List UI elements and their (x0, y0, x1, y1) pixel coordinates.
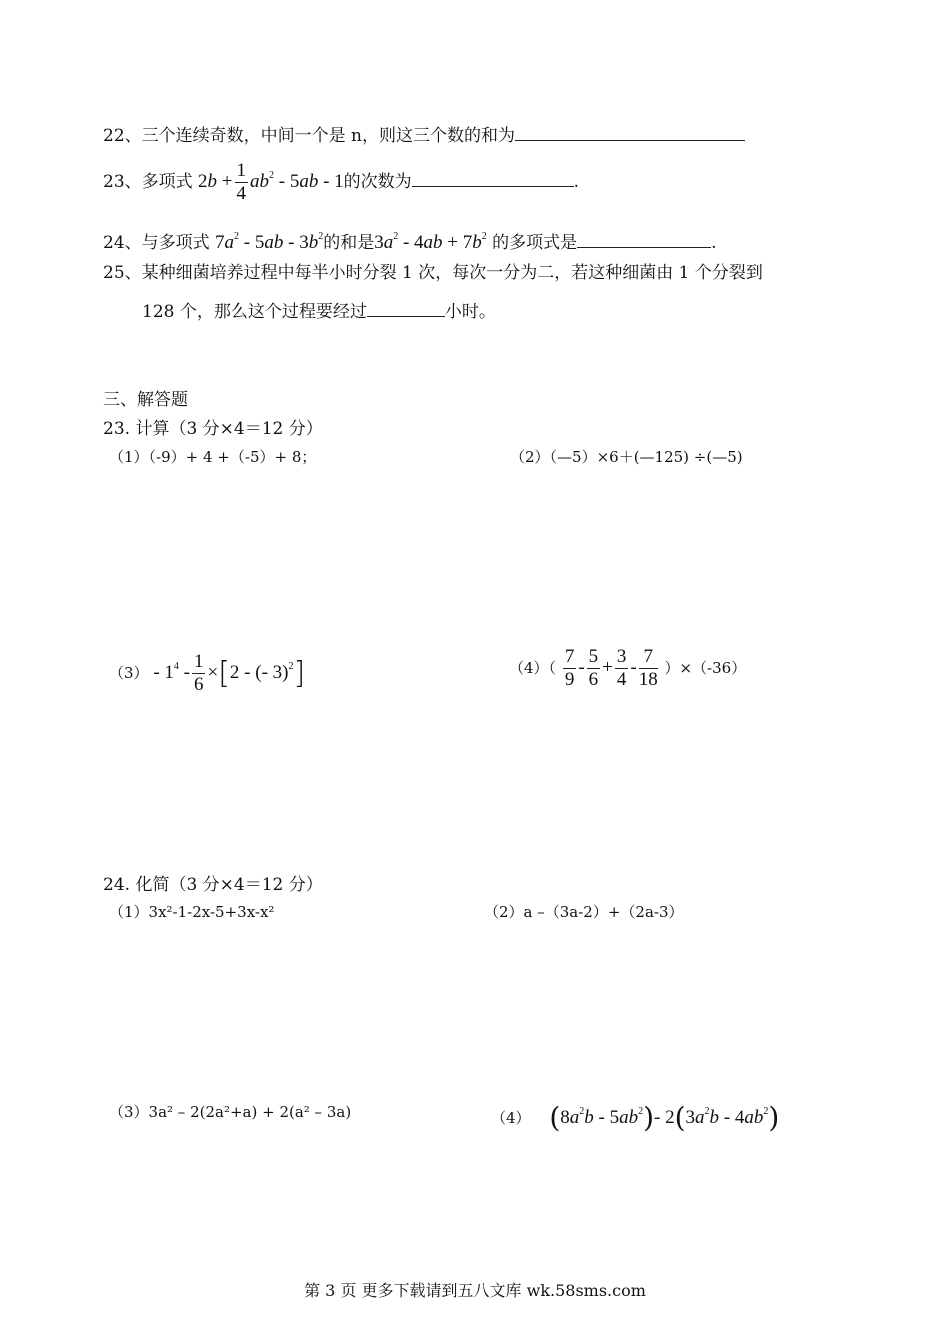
answer-blank (515, 122, 745, 141)
item-3-label: （3） (109, 663, 149, 682)
problem-23-item-1: （1）（-9）+ 4 +（-5）+ 8； (109, 448, 317, 466)
question-23-end: . (573, 171, 580, 192)
polynomial-1: $7a^2 - 5ab - 3b^2$ (215, 231, 324, 253)
question-24-suffix: 的多项式是 (492, 233, 578, 253)
fraction-3-4: $\frac{3}{4}$ (616, 646, 627, 690)
question-22 (103, 122, 745, 147)
item-4-tail: ）×（-36） (664, 658, 747, 677)
question-24-mid: 的和是 (323, 233, 375, 253)
question-23-suffix: 的次数为 (343, 171, 412, 192)
polynomial-2: $3a^2 - 4ab + 7b^2$ (374, 231, 487, 253)
question-25-line1: 25、某种细菌培养过程中每半小时分裂 1 次，每次一分为二，若这种细菌由 1 个分裂到 (103, 263, 763, 283)
question-23 (103, 160, 579, 205)
answer-blank (412, 168, 574, 187)
question-23-prefix: 23、多项式 (103, 171, 193, 192)
expression-item-4: $\frac{7}{9}$ - $\frac{5}{6}$ + $\frac{3}{4}$ - $\frac{7}{18}$ (564, 646, 658, 690)
question-24 (103, 226, 717, 254)
page-footer: 第 3 页 更多下载请到五八文库 wk.58sms.com (304, 1281, 646, 1300)
problem-24-item-1: （1）3x²-1-2x-5+3x-x² (109, 903, 275, 921)
expression-item-3: - $1^4$ - $\frac{1}{6}$ ×[2 - (- 3)$^2$] (153, 651, 306, 695)
problem-24-item-3: （3）3a² – 2(2a²+a) + 2(a² – 3a) (109, 1103, 352, 1121)
fraction-7-18: $\frac{7}{18}$ (638, 646, 658, 690)
answer-blank (577, 229, 711, 248)
fraction-one-sixth: $\frac{1}{6}$ (193, 651, 204, 695)
section-title: 三、解答题 (103, 390, 188, 410)
item-4-label: （4） (491, 1109, 531, 1127)
problem-24-title: 24. 化简（3 分×4＝12 分） (103, 875, 323, 895)
answer-blank (367, 298, 445, 317)
question-24-prefix: 24、与多项式 (103, 233, 210, 253)
question-22-text: 22、三个连续奇数，中间一个是 n，则这三个数的和为 (103, 126, 515, 146)
problem-23-title: 23. 计算（3 分×4＝12 分） (103, 419, 323, 439)
polynomial-expression: 2b + $\frac{1}{4}$ $ab^2 - 5ab - 1$ (198, 160, 344, 204)
item-4-label: （4）（ (509, 658, 557, 677)
question-25-line2-b: 小时。 (444, 302, 496, 322)
expression-item-4: $(8a^2b - 5ab^2)-$ $2(3a^2b - 4ab^2)$ (549, 1101, 780, 1134)
question-25-line2 (142, 298, 496, 323)
fraction-7-9: $\frac{7}{9}$ (564, 646, 575, 690)
question-24-end: . (711, 233, 717, 253)
problem-23-item-2: （2）（—5）×6＋(—125) ÷(—5) (510, 448, 743, 466)
fraction-5-6: $\frac{5}{6}$ (588, 646, 599, 690)
question-25-line2-a: 128 个，那么这个过程要经过 (142, 302, 367, 322)
fraction-one-quarter: $\frac{1}{4}$ (236, 160, 247, 204)
problem-24-item-2: （2）a –（3a-2）+（2a-3） (484, 903, 684, 921)
problem-23-item-4 (509, 646, 746, 691)
problem-24-item-4 (491, 1101, 780, 1134)
problem-23-item-3 (109, 651, 305, 696)
